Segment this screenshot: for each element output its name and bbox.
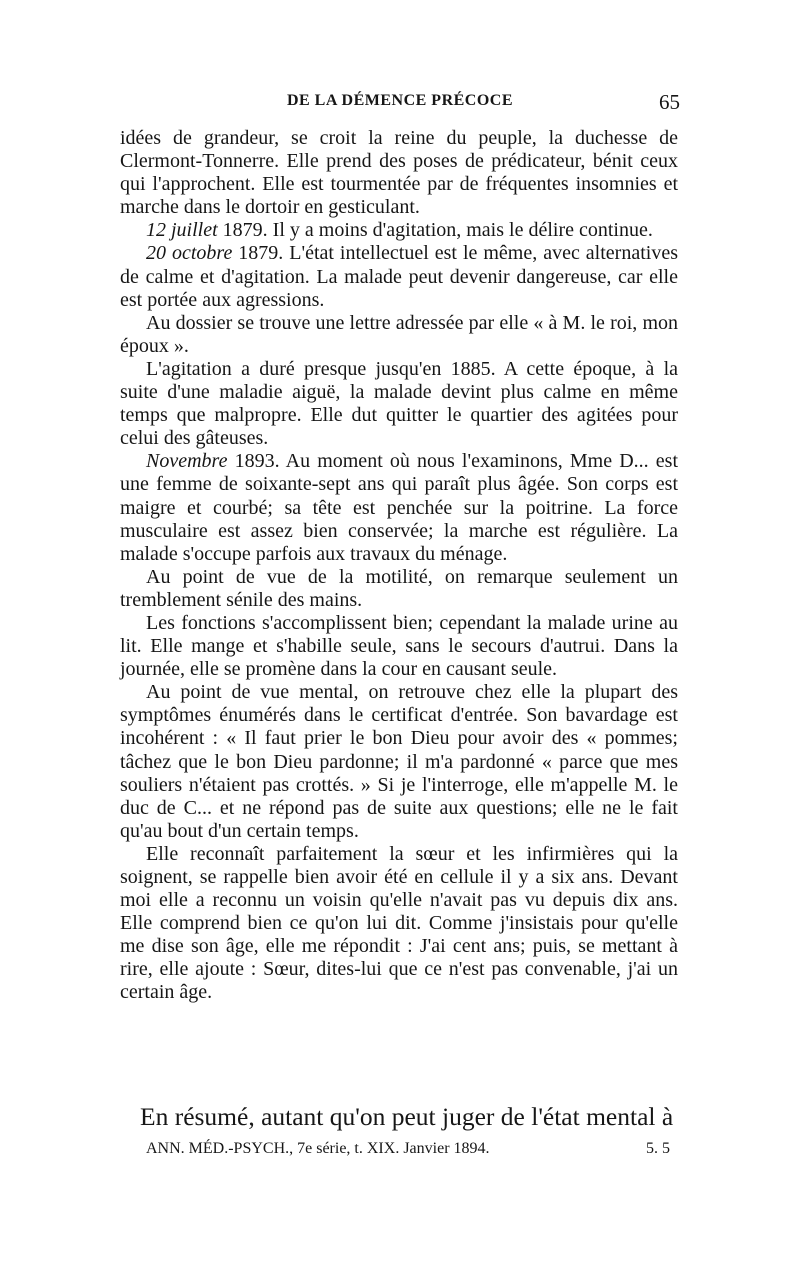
paragraph-text: L'agitation a duré presque jusqu'en 1885. A cette époque, à la suite d'une maladie aiguë, la malade devint plus calme en même temps que malpropre. Elle dut quitter le quartier des agitées pour celui des gâteuses.	[120, 357, 678, 450]
paragraph	[120, 219, 678, 242]
date-lead: 20 octobre	[146, 242, 233, 265]
journal-reference: ANN. MÉD.-PSYCH., 7e série, t. XIX. Janvier 1894.	[146, 1140, 490, 1157]
body-text	[120, 127, 678, 1005]
paragraph-text: Au point de vue mental, on retrouve chez elle la plupart des symptômes énumérés dans le certificat d'entrée. Son bavardage est incohérent : « Il faut prier le bon Dieu pour avoir des « pommes; tâchez que le bon Dieu pardonne; il m'a pardonné « parce que mes souliers n'étaient pas crottés. » Si je l'interroge, elle m'appelle M. le duc de C... et ne répond pas de suite aux questions; elle ne le fait qu'au bout d'un certain temps.	[120, 681, 678, 842]
paragraph	[120, 843, 678, 1005]
paragraph-text: Au point de vue de la motilité, on remarque seulement un tremblement sénile des mains.	[120, 565, 678, 611]
paragraph-text: 1879. L'état intellectuel est le même, avec alternatives de calme et d'agitation. La malade peut devenir dangereuse, car elle est portée aux agressions.	[120, 242, 678, 311]
running-title: DE LA DÉMENCE PRÉCOCE	[286, 92, 514, 109]
paragraph-text: Les fonctions s'accomplissent bien; cependant la malade urine au lit. Elle mange et s'habille seule, sans le secours d'autrui. Dans la journée, elle se promène dans la cour en causant seule.	[120, 611, 678, 681]
date-lead: 12 juillet	[146, 219, 218, 242]
signature-mark: 5. 5	[646, 1140, 670, 1157]
paragraph-text: idées de grandeur, se croit la reine du peuple, la duchesse de Clermont-Tonnerre. Elle prend des poses de prédicateur, bénit ceux qui l'approchent. Elle est tourmentée par de fréquentes insomnies et marche dans le dortoir en gesticulant.	[120, 127, 678, 219]
final-line: En résumé, autant qu'on peut juger de l'état mental à	[140, 1102, 674, 1131]
page-header	[120, 92, 680, 122]
paragraph-text: 1893. Au moment où nous l'examinons, Mme D... est une femme de soixante-sept ans qui paraît plus âgée. Son corps est maigre et courbé; sa tête est penchée sur la poitrine. La force musculaire est assez bien conservée; la marche est régulière. La malade s'occupe parfois aux travaux du ménage.	[120, 450, 678, 565]
paragraph-text: Au dossier se trouve une lettre adressée par elle « à M. le roi, mon époux ».	[120, 311, 678, 357]
paragraph	[120, 612, 678, 681]
paragraph-text: Elle reconnaît parfaitement la sœur et les infirmières qui la soignent, se rappelle bien avoir été en cellule il y a six ans. Devant moi elle a reconnu un voisin qu'elle n'avait pas vu depuis dix ans. Elle comprend bien ce qu'on lui dit. Comme j'insistais pour qu'elle me dise son âge, elle me répondit : J'ai cent ans; puis, se mettant à rire, elle ajoute : Sœur, dites-lui que ce n'est pas convenable, j'ai un certain âge.	[120, 842, 678, 1004]
paragraph	[120, 681, 678, 843]
paragraph	[120, 358, 678, 450]
page-number: 65	[659, 90, 680, 114]
date-lead: Novembre	[146, 450, 228, 473]
paragraph	[120, 312, 678, 358]
paragraph-text: 1879. Il y a moins d'agitation, mais le délire continue.	[217, 219, 653, 242]
paragraph	[120, 242, 678, 311]
paragraph	[120, 450, 678, 565]
paragraph	[120, 566, 678, 612]
paragraph	[120, 127, 678, 219]
